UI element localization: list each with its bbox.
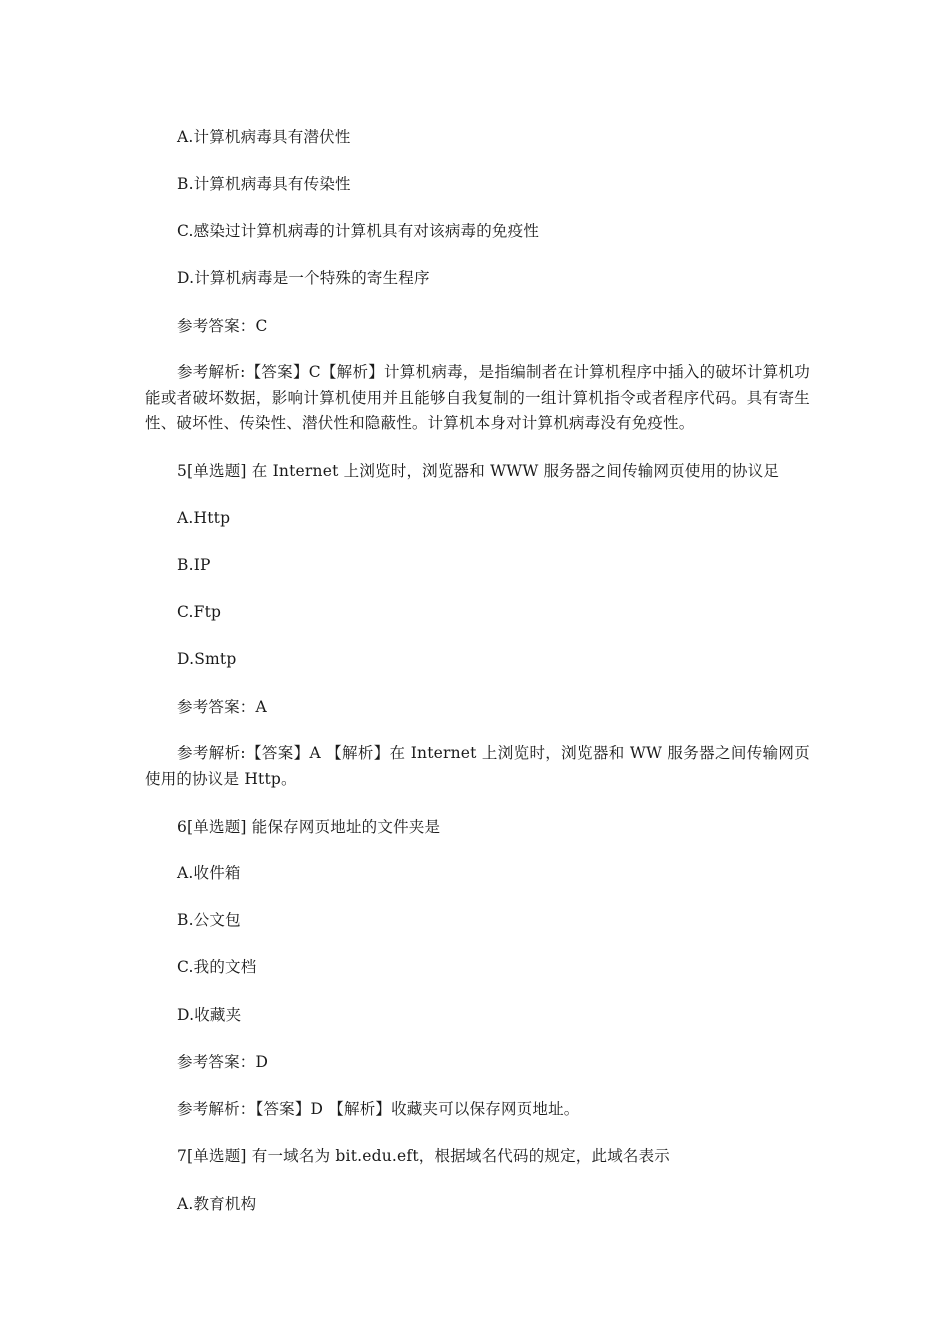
q7-question: 7[单选题] 有一域名为 bit.edu.eft，根据域名代码的规定，此域名表示 [177,1147,670,1165]
q6-option-a: A.收件箱 [177,864,241,882]
q4-option-d: D.计算机病毒是一个特殊的寄生程序 [177,269,430,287]
q6-option-c: C.我的文档 [177,958,257,976]
q6-analysis: 参考解析：【答案】D 【解析】收藏夹可以保存网页地址。 [177,1100,580,1118]
q4-option-c: C.感染过计算机病毒的计算机具有对该病毒的免疫性 [177,222,540,240]
q5-option-d: D.Smtp [177,650,237,668]
q5-option-a: A.Http [177,509,231,527]
q5-question: 5[单选题] 在 Internet 上浏览时，浏览器和 WWW 服务器之间传输网页使用的协议足 [177,462,780,480]
q7-option-a: A.教育机构 [177,1195,257,1213]
q4-answer: 参考答案：C [177,317,268,335]
q6-option-b: B.公文包 [177,911,241,929]
q4-option-a: A.计算机病毒具有潜伏性 [177,128,351,146]
q5-analysis: 参考解析:【答案】A 【解析】在 Internet 上浏览时，浏览器和 WW 服务器之间传输网页使用的协议是 Http。 [145,744,810,788]
q6-answer: 参考答案：D [177,1053,269,1071]
q5-option-b: B.IP [177,556,211,574]
q5-answer: 参考答案：A [177,698,267,716]
q4-option-b: B.计算机病毒具有传染性 [177,175,351,193]
q6-question: 6[单选题] 能保存网页地址的文件夹是 [177,818,441,836]
q4-analysis: 参考解析:【答案】C【解析】计算机病毒，是指编制者在计算机程序中插入的破坏计算机功能或者破坏数据，影响计算机使用并且能够自我复制的一组计算机指令或者程序代码。具有寄生性、破坏性、传染性、潜伏性和隐蔽性。计算机本身对计算机病毒没有免疫性。 [145,363,810,432]
q6-option-d: D.收藏夹 [177,1006,242,1024]
q5-option-c: C.Ftp [177,603,222,621]
